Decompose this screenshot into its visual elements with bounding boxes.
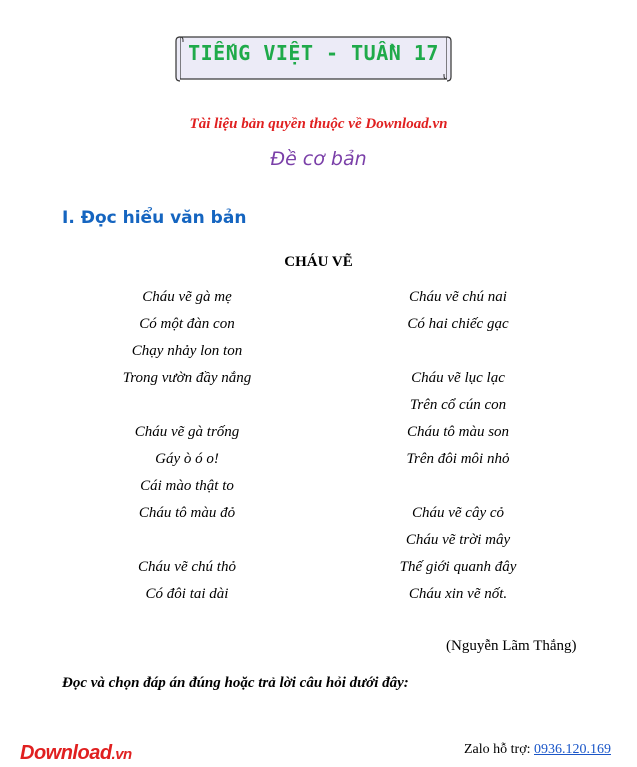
poem-line: [358, 476, 558, 503]
poem-line: Có hai chiếc gạc: [407, 316, 509, 332]
instruction-text: Đọc và chọn đáp án đúng hoặc trả lời câu hỏi dưới đây:: [62, 675, 409, 691]
poem-line: Cháu vẽ chú thỏ: [138, 559, 236, 575]
poem-line: Trong vườn đầy nắng: [122, 370, 252, 386]
section-heading: I. Đọc hiểu văn bản: [62, 208, 247, 228]
banner-title: TIẾNG VIỆT - TUẦN 17: [188, 41, 439, 65]
logo-suffix: .vn: [111, 746, 132, 763]
poem-line: Cháu vẽ lục lạc: [411, 370, 505, 386]
poem-line: Trên cổ cún con: [409, 397, 507, 413]
copyright-notice: Tài liệu bản quyền thuộc về Download.vn: [189, 116, 448, 132]
support-contact: [464, 742, 611, 758]
logo-text: Download: [20, 742, 112, 764]
difficulty-level: Đề cơ bản: [270, 148, 367, 170]
poem-line: Cháu vẽ cây cỏ: [411, 505, 505, 521]
poem-title: CHÁU VẼ: [284, 254, 353, 270]
poem-line: Cháu vẽ chú nai: [409, 289, 507, 305]
support-label: Zalo hỗ trợ:: [464, 742, 531, 757]
poem-line: [87, 395, 287, 422]
poem-line: Có một đàn con: [139, 316, 235, 332]
poem-line: Cháu xin vẽ nốt.: [408, 586, 508, 602]
title-banner: [175, 33, 452, 83]
poem-line: Chạy nhảy lon ton: [131, 343, 243, 359]
poem-right-column: [358, 287, 558, 611]
poem-line: Thế giới quanh đây: [399, 559, 517, 575]
poem-line: Cháu vẽ gà mẹ: [142, 289, 232, 305]
poem-line: Có đôi tai dài: [145, 586, 229, 602]
poem-line: Cháu vẽ trời mây: [405, 532, 511, 548]
download-logo[interactable]: [20, 742, 132, 765]
poem-author: (Nguyễn Lãm Thắng): [446, 638, 577, 654]
poem-line: Cái mào thật to: [140, 478, 234, 494]
poem-line: [87, 530, 287, 557]
poem-left-column: [87, 287, 287, 611]
poem-line: [358, 341, 558, 368]
poem-line: Trên đôi môi nhỏ: [406, 451, 510, 467]
support-phone-link[interactable]: 0936.120.169: [534, 742, 611, 757]
poem-line: Gáy ò ó o!: [155, 451, 219, 467]
poem-line: Cháu vẽ gà trống: [134, 424, 240, 440]
poem-line: Cháu tô màu đỏ: [138, 505, 236, 521]
poem-line: Cháu tô màu son: [406, 424, 510, 440]
